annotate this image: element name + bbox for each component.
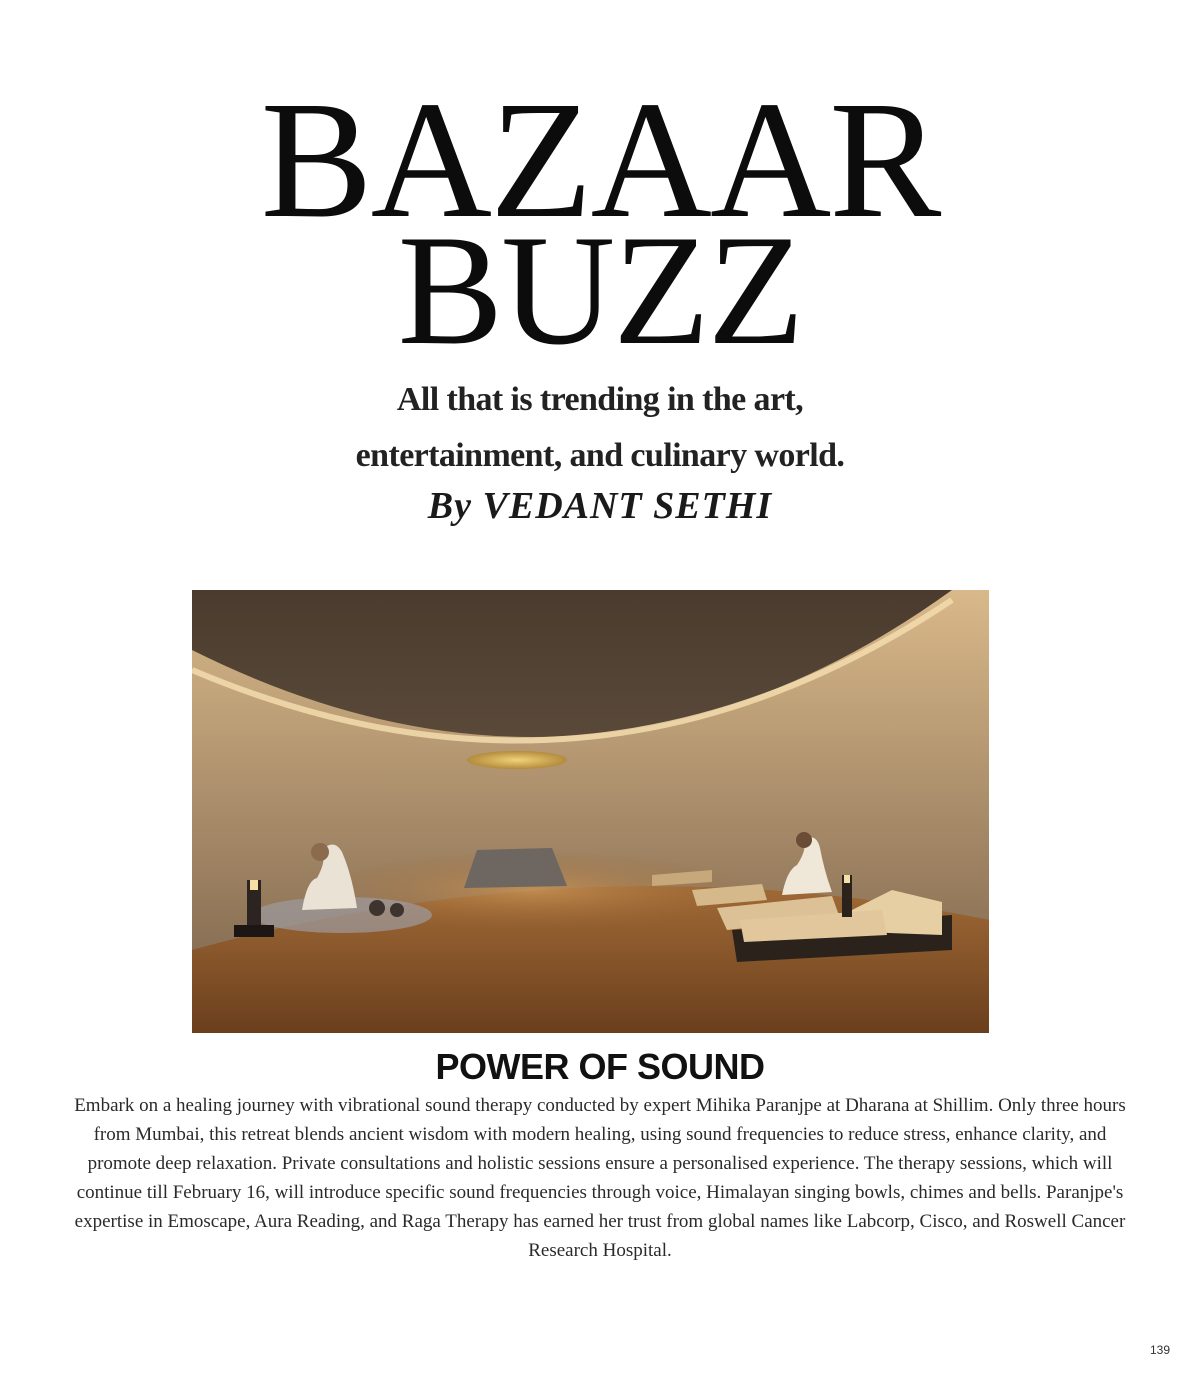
deck-line-1: All that is trending in the art, <box>396 381 804 418</box>
masthead-line-1: BAZAAR <box>260 67 940 253</box>
article-body: Embark on a healing journey with vibrational sound therapy conducted by expert Mihika Paranjpe at Dharana at Shillim. Only three hours from Mumbai, this retreat blends ancient wisdom with modern healing, using sound frequencies to reduce stress, enhance clarity, and promote deep relaxation. Private consultations and holistic sessions ensure a personalised experience. The therapy sessions, which will continue till February 16, will introduce specific sound frequencies through voice, Himalayan singing bowls, chimes and bells. Paranjpe's expertise in Emoscape, Aura Reading, and Raga Therapy has earned her trust from global names like Labcorp, Cisco, and Roswell Cancer Research Hospital. <box>74 1095 1126 1261</box>
article-headline: POWER OF SOUND <box>435 1046 765 1087</box>
sound-therapy-room-photo <box>192 590 989 1033</box>
deck-line-2: entertainment, and culinary world. <box>355 437 845 474</box>
byline: By VEDANT SETHI <box>427 485 773 527</box>
masthead-line-2: BUZZ <box>397 203 803 378</box>
page-number: 139 <box>1149 1343 1170 1357</box>
